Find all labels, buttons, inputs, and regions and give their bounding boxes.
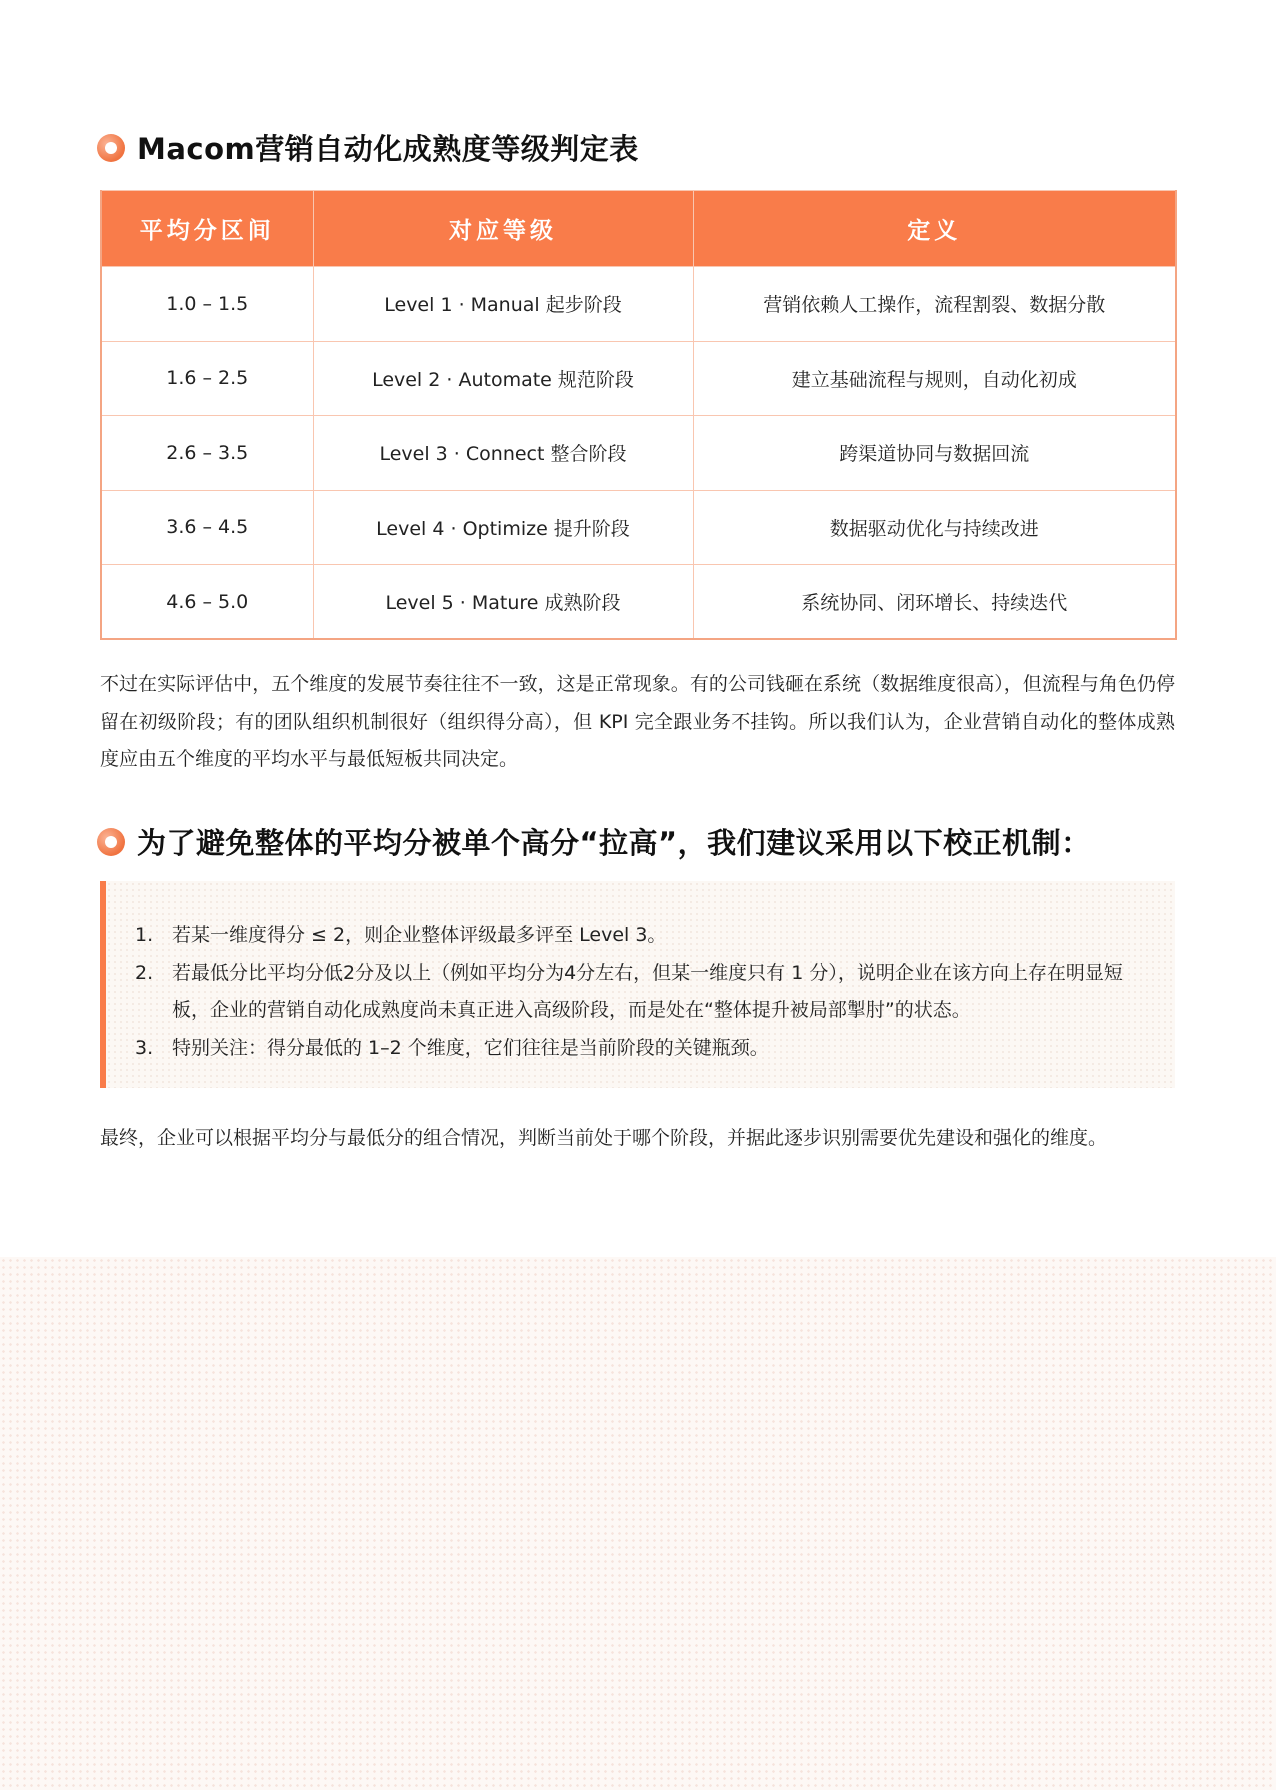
table-row [101,490,1176,565]
list-item [135,955,1145,1030]
cell-definition: 跨渠道协同与数据回流 [693,416,1176,491]
list-number: 2. [135,961,154,984]
section-heading-correction [100,821,1091,862]
section-heading-maturity-table [100,127,639,168]
table-row [101,565,1176,640]
cell-definition: 建立基础流程与规则，自动化初成 [693,341,1176,416]
cell-level: Level 3 · Connect 整合阶段 [313,416,693,491]
cell-definition: 数据驱动优化与持续改进 [693,490,1176,565]
cell-definition: 系统协同、闭环增长、持续迭代 [693,565,1176,640]
correction-rules-callout [100,881,1175,1088]
table-row [101,341,1176,416]
list-number: 1. [135,924,154,946]
correction-rules-list [135,917,1145,1067]
ring-bullet-icon [97,828,125,856]
cell-range: 2.6 – 3.5 [101,416,313,491]
cell-level: Level 5 · Mature 成熟阶段 [313,565,693,640]
table-row [101,267,1176,342]
table-header-row [101,191,1176,267]
list-text: 若最低分比平均分低2分及以上（例如平均分为4分左右，但某一维度只有 1 分），说明企业在该方向上存在明显短板，企业的营销自动化成熟度尚未真正进入高级阶段，而是处在“整体提升被局部掣肘”的状态。 [172,961,1123,1021]
cell-range: 4.6 – 5.0 [101,565,313,640]
cell-range: 1.0 – 1.5 [101,267,313,342]
body-paragraph-assessment: 不过在实际评估中，五个维度的发展节奏往往不一致，这是正常现象。有的公司钱砸在系统（数据维度很高），但流程与角色仍停留在初级阶段；有的团队组织机制很好（组织得分高），但 KPI 完全跟业务不挂钩。所以我们认为，企业营销自动化的整体成熟度应由五个维度的平均水平与最低短板共同决定。 [100,673,1175,770]
header-definition: 定义 [693,191,1176,267]
cell-definition: 营销依赖人工操作，流程割裂、数据分散 [693,267,1176,342]
header-level: 对应等级 [313,191,693,267]
body-paragraph-conclusion: 最终，企业可以根据平均分与最低分的组合情况，判断当前处于哪个阶段，并据此逐步识别需要优先建设和强化的维度。 [100,1127,1108,1149]
section-heading-text: Macom营销自动化成熟度等级判定表 [137,132,639,166]
cell-level: Level 1 · Manual 起步阶段 [313,267,693,342]
list-text: 若某一维度得分 ≤ 2，则企业整体评级最多评至 Level 3。 [172,924,667,946]
cell-level: Level 4 · Optimize 提升阶段 [313,490,693,565]
cell-range: 3.6 – 4.5 [101,490,313,565]
header-score-range: 平均分区间 [101,191,313,267]
list-number: 3. [135,1036,154,1059]
section-heading-text: 为了避免整体的平均分被单个高分“拉高”，我们建议采用以下校正机制： [137,826,1091,860]
decorative-dotted-background [0,1257,1276,1790]
cell-range: 1.6 – 2.5 [101,341,313,416]
table-row [101,416,1176,491]
list-text: 特别关注：得分最低的 1–2 个维度，它们往往是当前阶段的关键瓶颈。 [172,1036,769,1059]
ring-bullet-icon [97,134,125,162]
list-item [135,917,1145,955]
cell-level: Level 2 · Automate 规范阶段 [313,341,693,416]
maturity-level-table [100,190,1177,640]
list-item [135,1030,1145,1068]
